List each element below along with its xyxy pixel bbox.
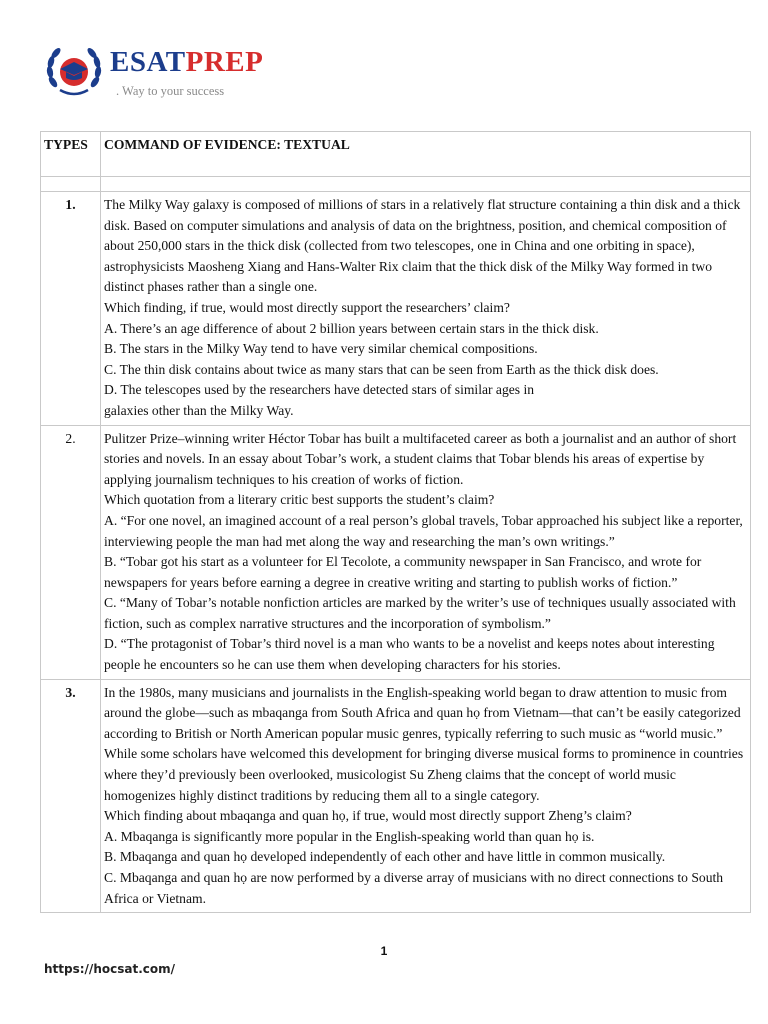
answer-option: B. The stars in the Milky Way tend to have very similar chemical compositions. (104, 341, 538, 357)
question-cell (101, 679, 751, 913)
answer-option: D. “The protagonist of Tobar’s third novel is a man who wants to be a novelist and keeps notes about interesting people he encounters so he can use them when developing characters for his stories. (104, 636, 715, 673)
question-prompt: Which finding, if true, would most directly support the researchers’ claim? (104, 299, 510, 315)
table-header-row (41, 132, 751, 177)
answer-option: C. The thin disk contains about twice as many stars that can be seen from Earth as the thick disk does. (104, 361, 659, 377)
answer-option: C. Mbaqanga and quan họ are now performed by a diverse array of musicians with no direct connections to South Africa or Vietnam. (104, 870, 724, 906)
question-table (40, 131, 751, 913)
question-passage: The Milky Way galaxy is composed of millions of stars in a relatively flat structure containing a thin disk and a thick disk. Based on computer simulations and analysis of data on the brightness, position, and chemical composition of about 250,000 stars in the thick disk (collected from two telescopes, one in China and one orbiting in space), astrophysicists Maosheng Xiang and Hans-Walter Rix claim that the thick disk of the Milky Way formed in two distinct phases rather than a single one. (104, 197, 741, 295)
table-row (41, 679, 751, 913)
answer-option: B. Mbaqanga and quan họ developed independently of each other and have little in common musically. (104, 849, 666, 865)
graduation-cap-laurel-icon (44, 42, 104, 98)
header-title: COMMAND OF EVIDENCE: TEXTUAL (101, 132, 751, 177)
question-number: 1. (41, 192, 101, 426)
answer-option: A. Mbaqanga is significantly more popular in the English-speaking world than quan họ is. (104, 828, 595, 844)
answer-option: D. The telescopes used by the researchers have detected stars of similar ages in galaxies other than the Milky Way. (104, 382, 535, 418)
brand-name (110, 46, 263, 78)
question-cell (101, 192, 751, 426)
answer-option: A. There’s an age difference of about 2 billion years between certain stars in the thick disk. (104, 320, 599, 336)
brand-name-part1: ESAT (110, 46, 186, 78)
footer-url-link[interactable]: https://hocsat.com/ (44, 962, 175, 976)
question-number: 2. (41, 425, 101, 679)
question-passage: Pulitzer Prize–winning writer Héctor Tobar has built a multifaceted career as both a journalist and an author of short stories and novels. In an essay about Tobar’s work, a student claims that Tobar blends his areas of expertise by applying journalism techniques to his creation of works of fiction. (104, 430, 737, 487)
answer-option: C. “Many of Tobar’s notable nonfiction articles are marked by the writer’s use of techniques usually associated with fiction, such as complex narrative structures and the incorporation of symbolism.” (104, 595, 736, 631)
table-spacer-row (41, 177, 751, 192)
table-row (41, 192, 751, 426)
question-number: 3. (41, 679, 101, 913)
answer-option: B. “Tobar got his start as a volunteer for El Tecolote, a community newspaper in San Francisco, and wrote for newspapers for years before earning a degree in creative writing and starting to publish works of fiction.” (104, 554, 702, 590)
answer-option: A. “For one novel, an imagined account of a real person’s global travels, Tobar approached his subject like a reporter, interviewing people the man had met along the way and researching the man’s own writings.” (104, 512, 743, 549)
brand-header (40, 38, 300, 108)
question-prompt: Which quotation from a literary critic best supports the student’s claim? (104, 492, 495, 508)
brand-tagline: . Way to your success (116, 84, 225, 98)
question-cell (101, 425, 751, 679)
question-passage: In the 1980s, many musicians and journalists in the English-speaking world began to draw attention to music from around the globe—such as mbaqanga from South Africa and quan họ from Vietnam—that can’t be easily categorized according to British or North American popular music genres, typically referring to such music as “world music.” While some scholars have welcomed this development for bringing diverse musical forms to prominence in countries where they’d previously been overlooked, musicologist Su Zheng claims that the concept of world music homogenizes highly distinct traditions by reducing them all to a single category. (104, 684, 744, 803)
brand-name-part2: PREP (185, 46, 264, 78)
page-number: 1 (380, 944, 388, 958)
header-types: TYPES (41, 132, 101, 177)
table-row (41, 425, 751, 679)
question-prompt: Which finding about mbaqanga and quan họ, if true, would most directly support Zheng’s claim? (104, 808, 632, 824)
